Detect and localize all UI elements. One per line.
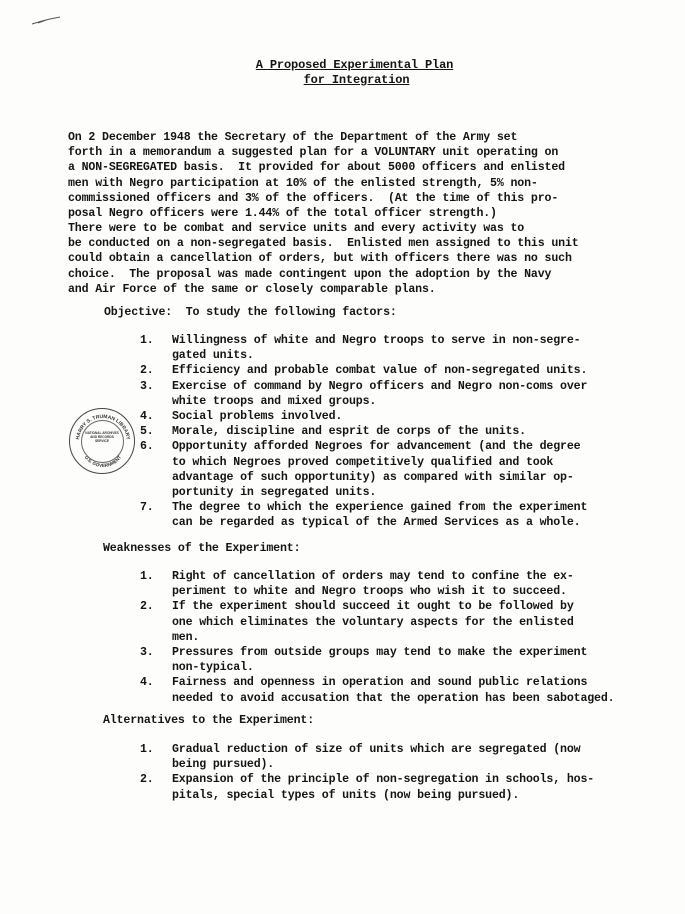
paragraph-line: On 2 December 1948 the Secretary of the Department of the Army set (68, 131, 518, 144)
list-item-line: Pressures from outside groups may tend to make the experiment (172, 646, 588, 660)
list-item-number: 2. (140, 773, 154, 787)
paragraph-line: forth in a memorandum a suggested plan for a VOLUNTARY unit operating on (68, 146, 559, 160)
paragraph-units (68, 221, 579, 297)
list-item-line: men. (172, 630, 200, 644)
list-item-number: 6. (140, 440, 154, 454)
list-item-number: 3. (140, 646, 154, 660)
document-title-line-2: for Integration (303, 73, 410, 87)
list-item (140, 333, 587, 363)
list-item-line: Gradual reduction of size of units which are segregated (now (172, 743, 581, 756)
objectives-list (140, 333, 587, 531)
list-item (140, 645, 614, 675)
list-item-number: 3. (140, 379, 154, 393)
list-item-number: 1. (140, 570, 154, 583)
paragraph-line: men with Negro participation at 10% of the enlisted strength, 5% non- (68, 176, 538, 190)
list-item-number: 5. (140, 425, 154, 439)
stamp-ring-text-bottom: U.S. GOVERNMENT (83, 454, 123, 469)
paragraph-line: could obtain a cancellation of orders, but with officers there was no such (68, 252, 572, 266)
list-item-line: non-typical. (172, 661, 254, 675)
list-item (140, 675, 614, 705)
list-item-number: 1. (140, 334, 154, 347)
list-item-line: The degree to which the experience gained from the experiment (172, 501, 588, 515)
list-item (140, 439, 587, 500)
paragraph-line: a NON-SEGREGATED basis. It provided for about 5000 officers and enlisted (68, 161, 565, 175)
list-item-line: Social problems involved. (172, 410, 343, 424)
document-title-line-1: A Proposed Experimental Plan (255, 58, 454, 72)
stamp-ring-text: HARRY S. TRUMAN LIBRARY (75, 413, 131, 441)
paragraph-line: choice. The proposal was made contingent upon the adoption by the Navy (68, 267, 552, 281)
paragraph-line: commissioned officers and 3% of the officers. (At the time of this pro- (68, 191, 559, 205)
list-item-line: needed to avoid accusation that the operation has been sabotaged. (172, 691, 615, 705)
stamp-center-text: NATIONAL ARCHIVES AND RECORDS SERVICE (85, 431, 119, 443)
archive-stamp (69, 408, 135, 474)
list-item (140, 742, 594, 772)
list-item-line: one which eliminates the voluntary aspects for the enlisted (172, 615, 574, 629)
list-item-line: Opportunity afforded Negroes for advancement (and the degree (172, 440, 581, 454)
objective-heading: Objective: To study the following factors: (104, 306, 397, 319)
list-item-line: Fairness and openness in operation and sound public relations (172, 676, 588, 690)
list-item (140, 772, 594, 802)
list-item-number: 2. (140, 364, 154, 378)
list-item-line: Efficiency and probable combat value of non-segregated units. (172, 364, 588, 378)
list-item-line: to which Negroes proved competitively qualified and took (172, 455, 554, 469)
paragraph-line: be conducted on a non-segregated basis. Enlisted men assigned to this unit (68, 237, 579, 251)
list-item-line: can be regarded as typical of the Armed Services as a whole. (172, 516, 581, 530)
list-item-line: Willingness of white and Negro troops to serve in non-segre- (172, 334, 581, 347)
weaknesses-heading: Weaknesses of the Experiment: (103, 542, 301, 555)
list-item (140, 599, 614, 645)
alternatives-list (140, 742, 594, 803)
list-item-line: If the experiment should succeed it ought to be followed by (172, 600, 574, 614)
list-item (140, 409, 587, 424)
list-item-line: pitals, special types of units (now being pursued). (172, 788, 520, 802)
list-item-line: Right of cancellation of orders may tend to confine the ex- (172, 570, 574, 583)
list-item (140, 363, 587, 378)
list-item-line: white troops and mixed groups. (172, 394, 377, 408)
list-item (140, 379, 587, 409)
paragraph-line: There were to be combat and service units and every activity was to (68, 222, 525, 235)
weaknesses-list (140, 569, 614, 706)
list-item-number: 7. (140, 501, 154, 515)
alternatives-heading: Alternatives to the Experiment: (103, 714, 315, 727)
list-item-line: gated units. (172, 349, 254, 363)
list-item-line: periment to white and Negro troops who wish it to succeed. (172, 585, 567, 599)
list-item-number: 4. (140, 676, 154, 690)
list-item-line: being pursued). (172, 758, 275, 772)
paragraph-line: and Air Force of the same or closely comparable plans. (68, 282, 436, 296)
list-item (140, 424, 587, 439)
list-item-line: Exercise of command by Negro officers and Negro non-coms over (172, 379, 588, 393)
list-item-line: Expansion of the principle of non-segregation in schools, hos- (172, 773, 595, 787)
paragraph-line: posal Negro officers were 1.44% of the total officer strength.) (68, 207, 497, 221)
list-item (140, 500, 587, 530)
list-item-line: advantage of such opportunity) as compared with similar op- (172, 470, 574, 484)
list-item-line: Morale, discipline and esprit de corps of the units. (172, 425, 526, 439)
list-item-number: 1. (140, 743, 154, 756)
list-item (140, 569, 614, 599)
paragraph-memorandum (68, 130, 565, 221)
list-item-number: 4. (140, 410, 154, 424)
list-item-number: 2. (140, 600, 154, 614)
list-item-line: portunity in segregated units. (172, 486, 377, 500)
